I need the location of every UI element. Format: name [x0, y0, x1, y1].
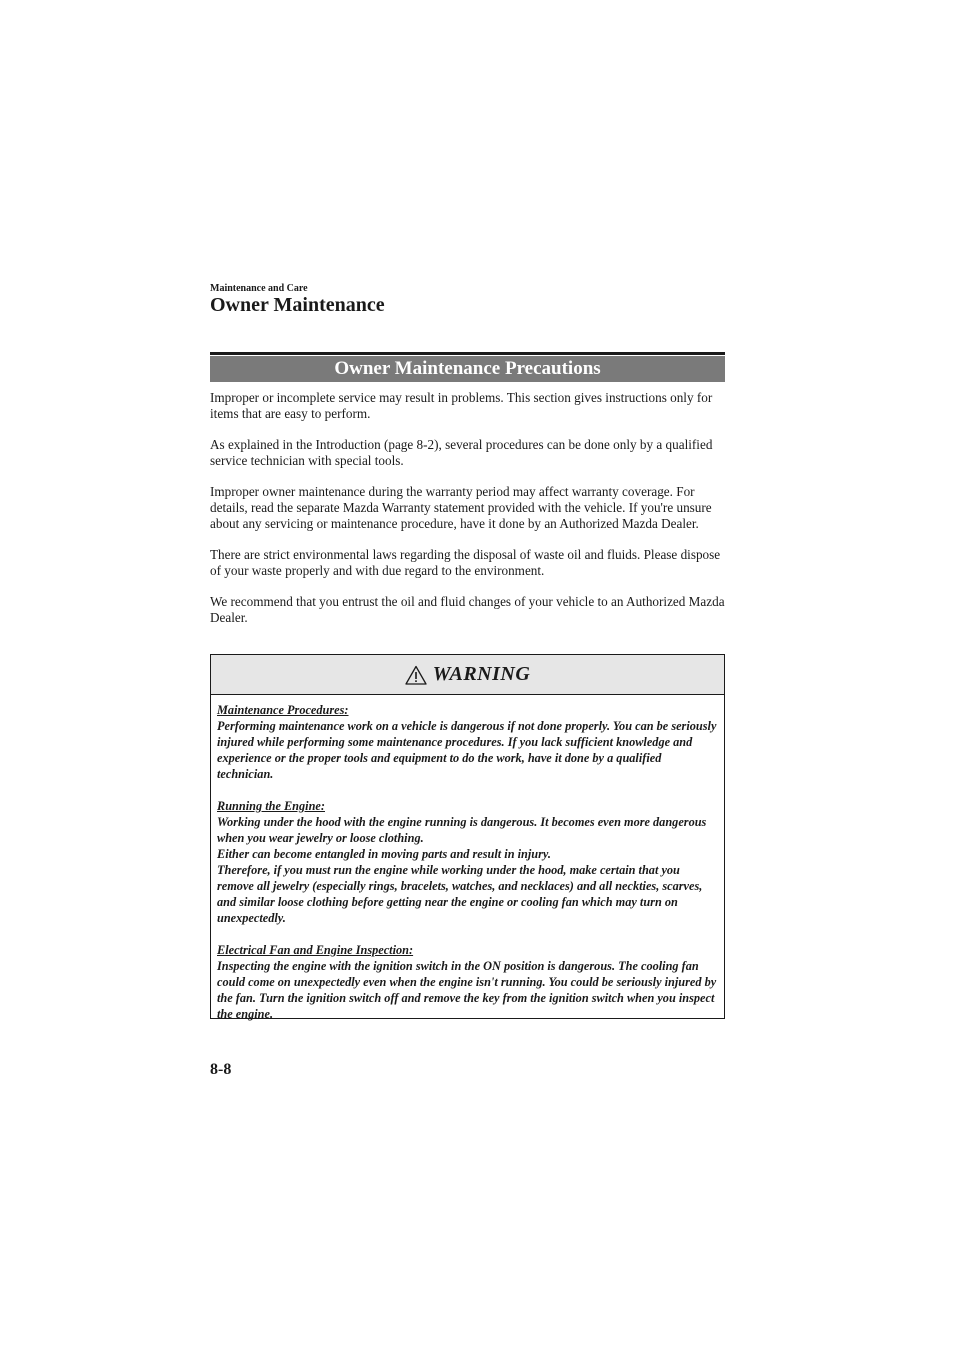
page-number: 8-8 — [210, 1061, 232, 1078]
section-banner: Owner Maintenance Precautions — [210, 356, 725, 382]
paragraph: Improper owner maintenance during the warranty period may affect warranty coverage. For details, read the separate Mazda Warranty statement provided with the vehicle. If you're unsure about any servicing or maintenance procedure, have it done by an Authorized Mazda Dealer. — [210, 484, 712, 531]
chapter-title: Owner Maintenance — [210, 294, 385, 316]
warning-triangle-icon — [405, 665, 427, 685]
warning-item-heading: Maintenance Procedures: — [217, 703, 349, 717]
paragraph: There are strict environmental laws regarding the disposal of waste oil and fluids. Please dispose of your waste properly and with due regard to the environment. — [210, 547, 721, 578]
paragraph: We recommend that you entrust the oil and fluid changes of your vehicle to an Authorized Mazda Dealer. — [210, 594, 725, 625]
warning-item — [217, 942, 718, 1022]
warning-item-heading: Running the Engine: — [217, 799, 325, 813]
warning-header — [211, 655, 724, 695]
warning-item-text: Therefore, if you must run the engine while working under the hood, make certain that you remove all jewelry (especially rings, bracelets, watches, and necklaces) and all neckties, scarves, and similar loose clothing before getting near the engine or cooling fan which may turn on unexpectedly. — [217, 863, 703, 925]
paragraph: As explained in the Introduction (page 8-2), several procedures can be done only by a qualified service technician with special tools. — [210, 437, 713, 468]
warning-item-text: Either can become entangled in moving parts and result in injury. — [217, 847, 551, 861]
warning-item-text: Performing maintenance work on a vehicle is dangerous if not done properly. You can be seriously injured while performing some maintenance procedures. If you lack sufficient knowledge and experience or the proper tools and equipment to do the work, have it done by a qualified technician. — [217, 719, 717, 781]
warning-item-text: Inspecting the engine with the ignition switch in the ON position is dangerous. The cooling fan could come on unexpectedly even when the engine isn't running. You could be seriously injured by the fan. Turn the ignition switch off and remove the key from the ignition switch when you inspect the engine. — [217, 959, 717, 1021]
warning-item — [217, 702, 718, 782]
paragraph: Improper or incomplete service may result in problems. This section gives instructions only for items that are easy to perform. — [210, 390, 713, 421]
warning-box — [210, 654, 725, 1019]
warning-item-heading: Electrical Fan and Engine Inspection: — [217, 943, 414, 957]
warning-title: WARNING — [432, 663, 531, 685]
warning-item-text: Working under the hood with the engine running is dangerous. It becomes even more dangerous when you wear jewelry or loose clothing. — [217, 815, 707, 845]
body-text — [210, 390, 730, 641]
section-label: Maintenance and Care — [210, 283, 308, 294]
warning-item — [217, 798, 718, 926]
warning-body — [211, 695, 724, 1022]
chapter-divider — [210, 352, 725, 355]
